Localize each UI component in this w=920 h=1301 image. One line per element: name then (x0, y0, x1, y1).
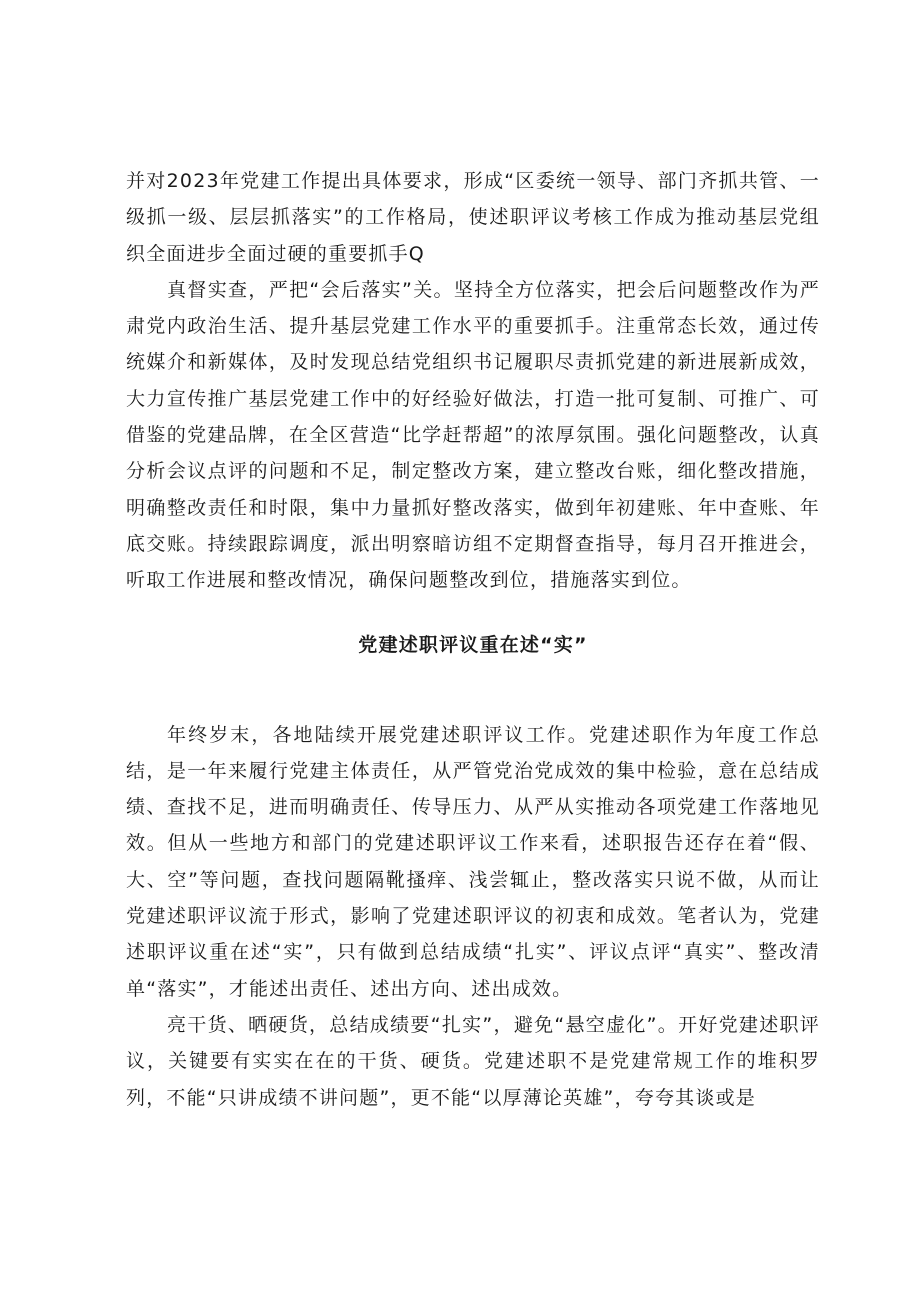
paragraph-year-end-review: 年终岁末，各地陆续开展党建述职评议工作。党建述职作为年度工作总结，是一年来履行党建主体责任，从严管党治党成效的集中检验，意在总结成绩、查找不足，进而明确责任、传导压力、从严从实推动各项党建工作落地见效。但从一些地方和部门的党建述职评议工作来看，述职报告还存在着“假、大、空”等问题，查找问题隔靴搔痒、浅尝辄止，整改落实只说不做，从而让党建述职评议流于形式，影响了党建述职评议的初衷和成效。笔者认为，党建述职评议重在述“实”，只有做到总结成绩“扎实”、评议点评“真实”、整改清单“落实”，才能述出责任、述出方向、述出成效。 (126, 723, 820, 1000)
paragraph-solid-achievements: 亮干货、晒硬货，总结成绩要“扎实”，避免“悬空虚化”。开好党建述职评议，关键要有实实在在的干货、硬货。党建述职不是党建常规工作的堆积罗列，不能“只讲成绩不讲问题”，更不能“以厚薄论英雄”，夸夸其谈或是 (126, 1013, 820, 1109)
paragraph-post-meeting-implementation: 真督实查，严把“会后落实”关。坚持全方位落实，把会后问题整改作为严肃党内政治生活、提升基层党建工作水平的重要抓手。注重常态长效，通过传统媒介和新媒体，及时发现总结党组织书记履职尽责抓党建的新进展新成效，大力宣传推广基层党建工作中的好经验好做法，打造一批可复制、可推广、可借鉴的党建品牌，在全区营造“比学赶帮超”的浓厚氛围。强化问题整改，认真分析会议点评的问题和不足，制定整改方案，建立整改台账，细化整改措施，明确整改责任和时限，集中力量抓好整改落实，做到年初建账、年中查账、年底交账。持续跟踪调度，派出明察暗访组不定期督查指导，每月召开推进会，听取工作进展和整改情况，确保问题整改到位，措施落实到位。 (126, 278, 820, 592)
section-heading: 党建述职评议重在述“实” (358, 633, 588, 656)
document-page (126, 163, 820, 1116)
paragraph-continued-requirements: 并对2023年党建工作提出具体要求，形成“区委统一领导、部门齐抓共管、一级抓一级、层层抓落实”的工作格局，使述职评议考核工作成为推动基层党组织全面进步全面过硬的重要抓手Q (126, 170, 820, 265)
